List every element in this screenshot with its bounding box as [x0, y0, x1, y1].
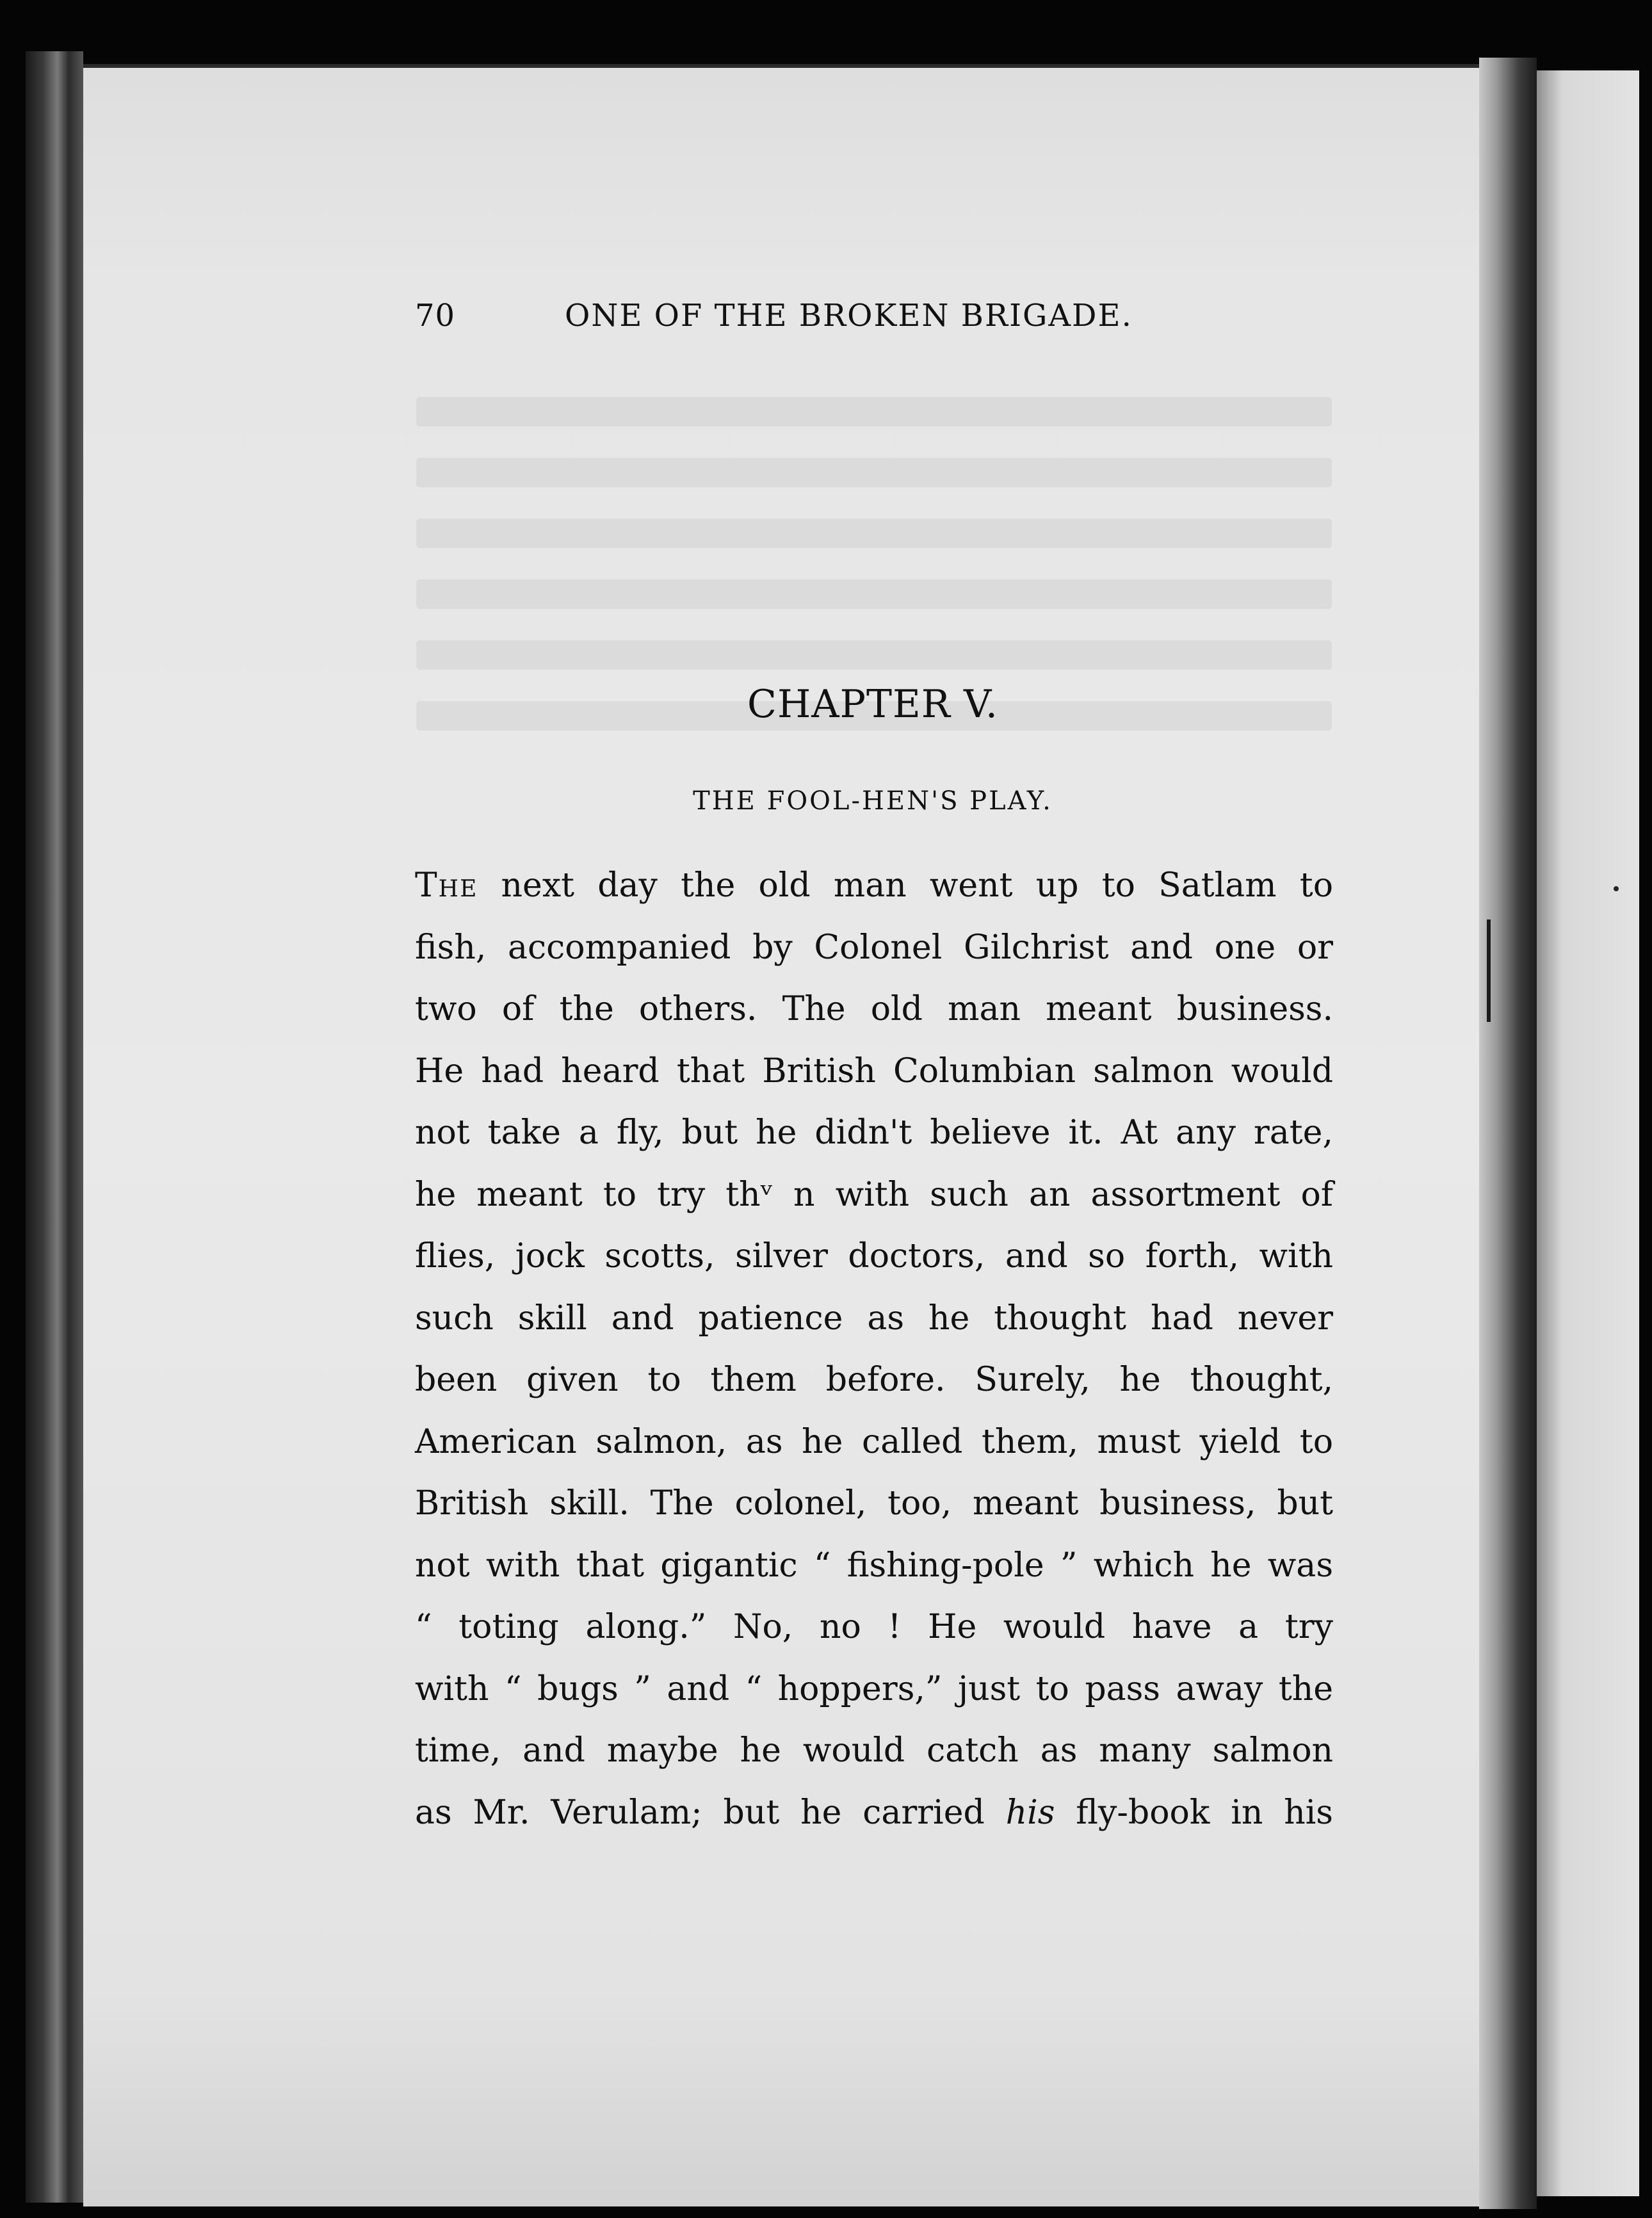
text-line: with “ bugs ” and “ hoppers,” just to pass away the: [415, 1669, 1333, 1708]
bleed-through: [416, 458, 1332, 487]
text-line: “ toting along.” No, no ! He would have a try: [415, 1608, 1333, 1646]
text-line: He had heard that British Columbian salmon would: [415, 1051, 1333, 1090]
running-header: [415, 298, 1163, 343]
text-line: not with that gigantic “ fishing-pole ” which he was: [415, 1546, 1333, 1585]
ink-speck: [1614, 886, 1619, 891]
text-line: such skill and patience as he thought had never: [415, 1299, 1333, 1338]
text-line: British skill. The colonel, too, meant business, but: [415, 1484, 1333, 1523]
text-line: been given to them before. Surely, he thought,: [415, 1361, 1333, 1399]
text-line: as Mr. Verulam; but he carried his fly-book in his: [415, 1793, 1333, 1832]
bleed-through: [416, 640, 1332, 670]
chapter-subtitle: THE FOOL-HEN'S PLAY.: [693, 786, 1053, 816]
bleed-through: [416, 519, 1332, 548]
dropcap-word: The: [415, 866, 478, 905]
gutter-mark: [1487, 919, 1491, 1022]
left-binding-edge: [26, 51, 83, 2203]
book-title: ONE OF THE BROKEN BRIGADE.: [565, 298, 1133, 334]
text-line: American salmon, as he called them, must yield to: [415, 1422, 1333, 1461]
text-line: flies, jock scotts, silver doctors, and so forth, with: [415, 1237, 1333, 1275]
body-text: [415, 855, 1333, 1843]
facing-page-edge: [1537, 70, 1639, 2196]
text-line: The next day the old man went up to Satlam to: [415, 866, 1333, 905]
italic-word: his: [1005, 1793, 1055, 1832]
chapter-heading: CHAPTER V.: [747, 682, 998, 727]
text-line: time, and maybe he would catch as many salmon: [415, 1731, 1333, 1770]
bleed-through: [416, 579, 1332, 609]
text-line: not take a fly, but he didn't believe it. At any rate,: [415, 1113, 1333, 1152]
book-gutter: [1479, 58, 1537, 2209]
text-line: he meant to try thᵛ n with such an assortment of: [415, 1175, 1333, 1214]
text-line: two of the others. The old man meant business.: [415, 990, 1333, 1028]
page-number: 70: [415, 298, 456, 334]
bleed-through: [416, 397, 1332, 426]
text-line: fish, accompanied by Colonel Gilchrist and one or: [415, 928, 1333, 967]
